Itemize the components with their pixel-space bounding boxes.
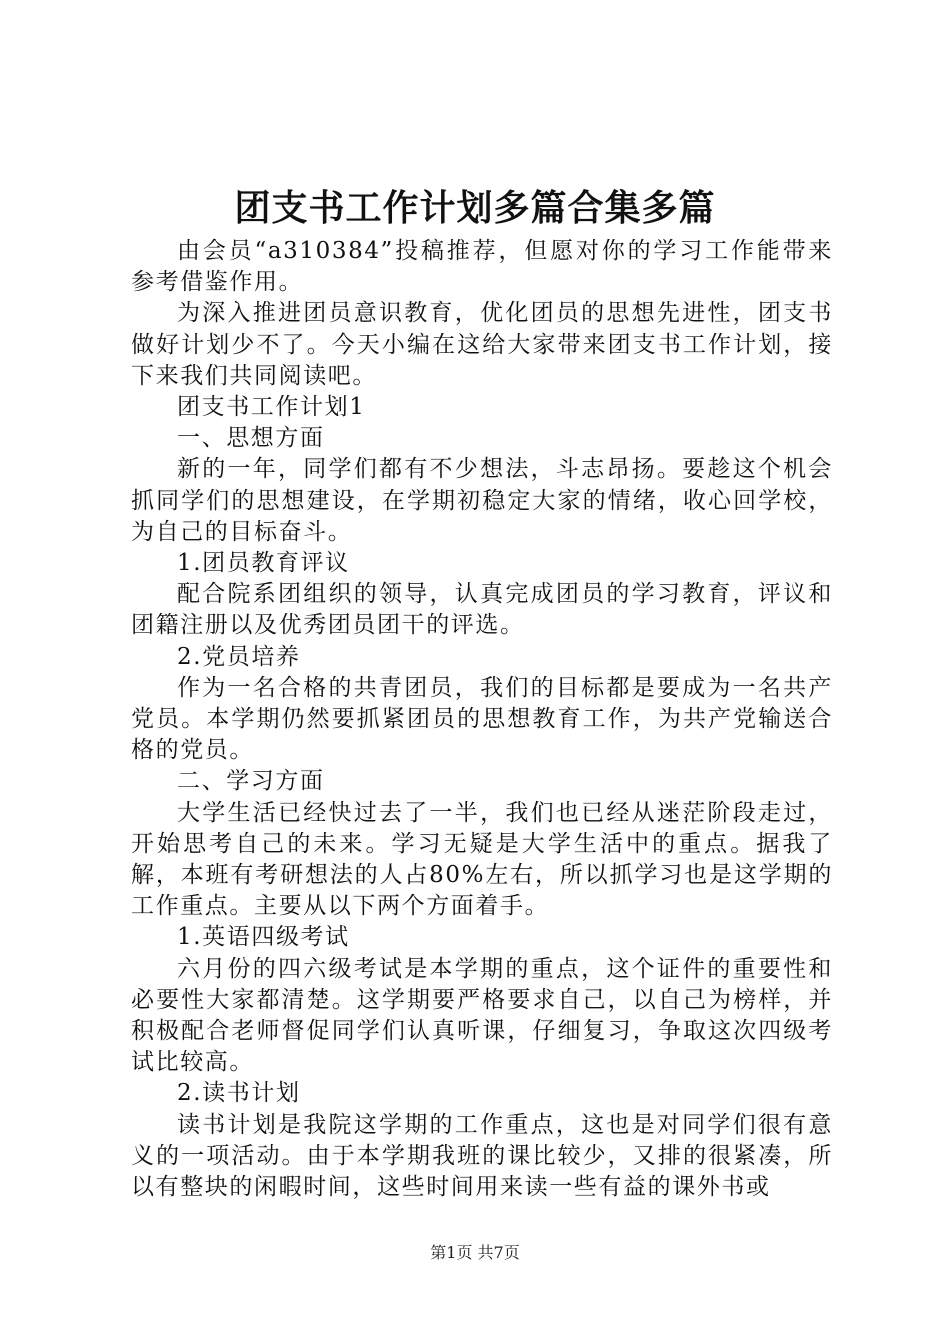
paragraph-member-evaluation: 配合院系团组织的领导，认真完成团员的学习教育，评议和团籍注册以及优秀团员团干的评选。 — [131, 581, 833, 639]
paragraph-intro: 由会员“a310384”投稿推荐，但愿对你的学习工作能带来参考借鉴作用。 — [131, 238, 833, 296]
page-footer: 第1页 共7页 — [430, 1243, 520, 1262]
document-body — [131, 236, 833, 1203]
subheading-member-evaluation: 1.团员教育评议 — [177, 550, 350, 577]
paragraph-preface: 为深入推进团员意识教育，优化团员的思想先进性，团支书做好计划少不了。今天小编在这给大家带来团支书工作计划，接下来我们共同阅读吧。 — [131, 300, 833, 389]
paragraph-thought: 新的一年，同学们都有不少想法，斗志昂扬。要趁这个机会抓同学们的思想建设，在学期初稳定大家的情绪，收心回学校，为自己的目标奋斗。 — [131, 456, 833, 545]
paragraph-study: 大学生活已经快过去了一半，我们也已经从迷茫阶段走过，开始思考自己的未来。学习无疑是大学生活中的重点。据我了解，本班有考研想法的人占80%左右，所以抓学习也是这学期的工作重点。主要从以下两个方面着手。 — [131, 799, 833, 920]
section-heading-study: 二、学习方面 — [177, 768, 325, 795]
document-title: 团支书工作计划多篇合集多篇 — [234, 187, 716, 229]
section-heading-plan-1: 团支书工作计划1 — [177, 394, 366, 421]
paragraph-cet4: 六月份的四六级考试是本学期的重点，这个证件的重要性和必要性大家都清楚。这学期要严格要求自己，以自己为榜样，并积极配合老师督促同学们认真听课，仔细复习，争取这次四级考试比较高。 — [131, 955, 833, 1076]
paragraph-party-training: 作为一名合格的共青团员，我们的目标都是要成为一名共产党员。本学期仍然要抓紧团员的思想教育工作，为共产党输送合格的党员。 — [131, 674, 833, 764]
subheading-party-training: 2.党员培养 — [177, 643, 301, 670]
section-heading-thought: 一、思想方面 — [177, 425, 325, 452]
paragraph-reading-plan: 读书计划是我院这学期的工作重点，这也是对同学们很有意义的一项活动。由于本学期我班的课比较少，又排的很紧凑，所以有整块的闲暇时间，这些时间用来读一些有益的课外书或 — [131, 1111, 833, 1201]
subheading-cet4: 1.英语四级考试 — [177, 924, 350, 951]
subheading-reading-plan: 2.读书计划 — [177, 1080, 301, 1107]
